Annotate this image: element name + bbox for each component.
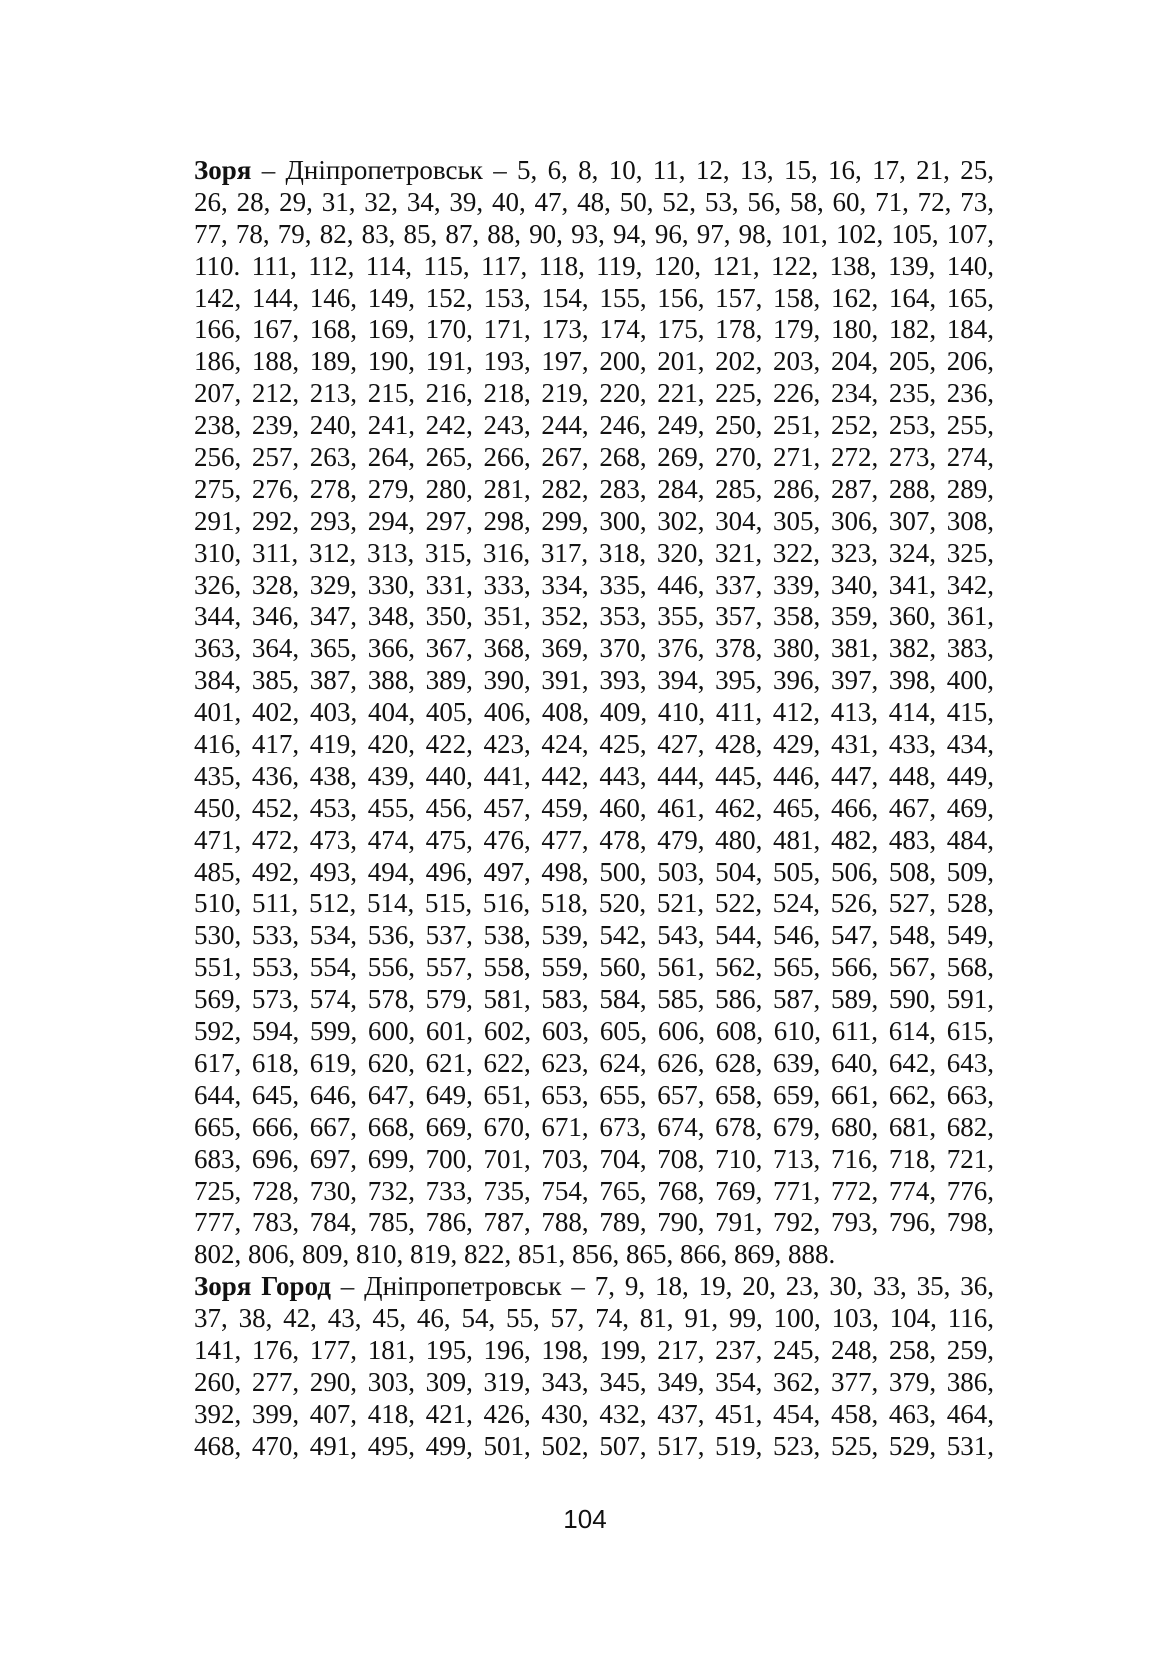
index-entry-first-line — [194, 155, 994, 187]
index-term: Зоря — [194, 155, 252, 185]
index-entry-line: 37, 38, 42, 43, 45, 46, 54, 55, 57, 74, 81, 91, 99, 100, 103, 104, 116, — [194, 1303, 994, 1334]
index-entry-line: 166, 167, 168, 169, 170, 171, 173, 174, 175, 178, 179, 180, 182, 184, — [194, 314, 994, 345]
index-entry-line: 569, 573, 574, 578, 579, 581, 583, 584, 585, 586, 587, 589, 590, 591, — [194, 984, 994, 1015]
index-entry-line: 530, 533, 534, 536, 537, 538, 539, 542, 543, 544, 546, 547, 548, 549, — [194, 920, 994, 951]
index-entry-line: 416, 417, 419, 420, 422, 423, 424, 425, 427, 428, 429, 431, 433, 434, — [194, 729, 994, 760]
index-entry-line: 207, 212, 213, 215, 216, 218, 219, 220, 221, 225, 226, 234, 235, 236, — [194, 378, 994, 409]
index-entry-line: 392, 399, 407, 418, 421, 426, 430, 432, 437, 451, 454, 458, 463, 464, — [194, 1398, 994, 1429]
index-entry-line: 450, 452, 453, 455, 456, 457, 459, 460, 461, 462, 465, 466, 467, 469, — [194, 792, 994, 823]
index-entry-line: 468, 470, 491, 495, 499, 501, 502, 507, 517, 519, 523, 525, 529, 531, — [194, 1430, 994, 1461]
index-entry-line: 110. 111, 112, 114, 115, 117, 118, 119, 120, 121, 122, 138, 139, 140, — [194, 250, 994, 281]
index-entry-line: 186, 188, 189, 190, 191, 193, 197, 200, 201, 202, 203, 204, 205, 206, — [194, 346, 994, 377]
index-entry-line: 435, 436, 438, 439, 440, 441, 442, 443, 444, 445, 446, 447, 448, 449, — [194, 760, 994, 791]
index-term: Зоря Город — [194, 1271, 331, 1302]
index-entry-line: 310, 311, 312, 313, 315, 316, 317, 318, 320, 321, 322, 323, 324, 325, — [194, 537, 994, 568]
index-entry-line: 617, 618, 619, 620, 621, 622, 623, 624, 626, 628, 639, 640, 642, 643, — [194, 1047, 994, 1078]
page-number: 104 — [563, 1504, 607, 1534]
index-entry-line: 275, 276, 278, 279, 280, 281, 282, 283, 284, 285, 286, 287, 288, 289, — [194, 473, 994, 504]
index-entry-line: 77, 78, 79, 82, 83, 85, 87, 88, 90, 93, 94, 96, 97, 98, 101, 102, 105, 107, — [194, 218, 994, 249]
index-entry-first-line — [194, 1271, 994, 1303]
index-entry-line: 141, 176, 177, 181, 195, 196, 198, 199, 217, 237, 245, 248, 258, 259, — [194, 1334, 994, 1365]
index-entry-line: 644, 645, 646, 647, 649, 651, 653, 655, 657, 658, 659, 661, 662, 663, — [194, 1079, 994, 1110]
index-entry-line: 485, 492, 493, 494, 496, 497, 498, 500, 503, 504, 505, 506, 508, 509, — [194, 856, 994, 887]
index-entry-line: 683, 696, 697, 699, 700, 701, 703, 704, 708, 710, 713, 716, 718, 721, — [194, 1143, 994, 1174]
index-text — [194, 155, 994, 1463]
index-entry-line: 142, 144, 146, 149, 152, 153, 154, 155, 156, 157, 158, 162, 164, 165, — [194, 282, 994, 313]
index-entry-line: 592, 594, 599, 600, 601, 602, 603, 605, 606, 608, 610, 611, 614, 615, — [194, 1016, 994, 1047]
index-entry-line: 363, 364, 365, 366, 367, 368, 369, 370, 376, 378, 380, 381, 382, 383, — [194, 633, 994, 664]
index-entry-line: 256, 257, 263, 264, 265, 266, 267, 268, 269, 270, 271, 272, 273, 274, — [194, 442, 994, 473]
index-entry-line: 471, 472, 473, 474, 475, 476, 477, 478, 479, 480, 481, 482, 483, 484, — [194, 824, 994, 855]
index-entry-line: 384, 385, 387, 388, 389, 390, 391, 393, 394, 395, 396, 397, 398, 400, — [194, 665, 994, 696]
index-page-refs: – Дніпропетровськ – 5, 6, 8, 10, 11, 12, 13, 15, 16, 17, 21, 25, — [251, 155, 994, 185]
index-entry-line: 291, 292, 293, 294, 297, 298, 299, 300, 302, 304, 305, 306, 307, 308, — [194, 505, 994, 536]
index-entry-line: 665, 666, 667, 668, 669, 670, 671, 673, 674, 678, 679, 680, 681, 682, — [194, 1111, 994, 1142]
index-entry-line: 510, 511, 512, 514, 515, 516, 518, 520, 521, 522, 524, 526, 527, 528, — [194, 888, 994, 919]
index-entry-line: 26, 28, 29, 31, 32, 34, 39, 40, 47, 48, 50, 52, 53, 56, 58, 60, 71, 72, 73, — [194, 186, 994, 217]
index-entry-line: 326, 328, 329, 330, 331, 333, 334, 335, 446, 337, 339, 340, 341, 342, — [194, 569, 994, 600]
index-entry-line: 725, 728, 730, 732, 733, 735, 754, 765, 768, 769, 771, 772, 774, 776, — [194, 1175, 994, 1206]
index-entry-line: 802, 806, 809, 810, 819, 822, 851, 856, 865, 866, 869, 888. — [194, 1239, 836, 1270]
index-entry-line: 344, 346, 347, 348, 350, 351, 352, 353, 355, 357, 358, 359, 360, 361, — [194, 601, 994, 632]
index-entry-line: 260, 277, 290, 303, 309, 319, 343, 345, 349, 354, 362, 377, 379, 386, — [194, 1366, 994, 1397]
index-page-refs: – Дніпропетровськ – 7, 9, 18, 19, 20, 23, 30, 33, 35, 36, — [330, 1271, 994, 1302]
index-entry-line: 551, 553, 554, 556, 557, 558, 559, 560, 561, 562, 565, 566, 567, 568, — [194, 952, 994, 983]
index-entry-line: 777, 783, 784, 785, 786, 787, 788, 789, 790, 791, 792, 793, 796, 798, — [194, 1207, 994, 1238]
index-entry-line: 238, 239, 240, 241, 242, 243, 244, 246, 249, 250, 251, 252, 253, 255, — [194, 410, 994, 441]
index-entry-line: 401, 402, 403, 404, 405, 406, 408, 409, 410, 411, 412, 413, 414, 415, — [194, 697, 994, 728]
